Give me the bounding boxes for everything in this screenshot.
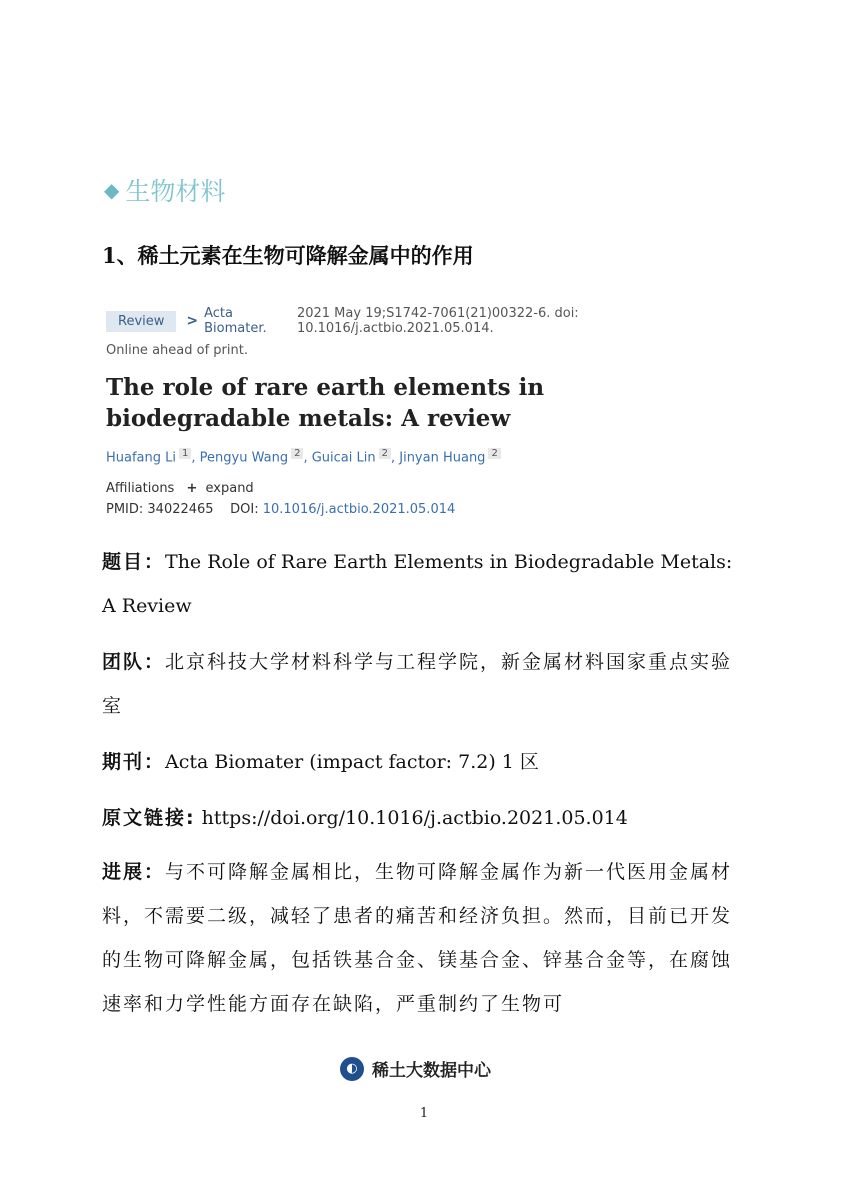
- journal-link[interactable]: Acta Biomater.: [204, 306, 267, 336]
- affiliation-ref[interactable]: 2: [488, 448, 500, 459]
- citation-text: 2021 May 19;S1742-7061(21)00322-6. doi: 10.1016/j.actbio.2021.05.014.: [296, 306, 579, 336]
- section-heading-text: 生物材料: [125, 177, 226, 206]
- author-link[interactable]: Guicai Lin: [311, 450, 376, 466]
- author-link[interactable]: Huafang Li: [106, 450, 177, 466]
- affiliations-label: Affiliations: [106, 481, 175, 497]
- affiliation-ref[interactable]: 1: [179, 448, 191, 459]
- diamond-icon: ◆: [104, 178, 120, 202]
- title-label: 题目：: [102, 551, 166, 573]
- author-link[interactable]: Jinyan Huang: [399, 450, 486, 466]
- team-label: 团队：: [102, 651, 166, 673]
- article-heading: 1、稀土元素在生物可降解金属中的作用: [102, 243, 474, 268]
- journal-value: Acta Biomater (impact factor: 7.2) 1 区: [165, 751, 539, 773]
- citation-row: [106, 306, 766, 336]
- progress-field: [102, 850, 752, 1026]
- title-value: The Role of Rare Earth Elements in Biodegradable Metals: A Review: [102, 551, 733, 617]
- logo-icon: ◐: [340, 1057, 364, 1081]
- expand-link[interactable]: expand: [205, 481, 254, 497]
- affiliation-ref[interactable]: 2: [291, 448, 303, 459]
- chevron-right-icon: >: [186, 313, 199, 329]
- progress-value: 与不可降解金属相比，生物可降解金属作为新一代医用金属材料，不需要二级，减轻了患者的痛苦和经济负担。然而，目前已开发的生物可降解金属，包括铁基合金、镁基合金、锌基合金等，在腐蚀速率和力学性能方面存在缺陷，严重制约了生物可: [102, 861, 733, 1015]
- link-value[interactable]: https://doi.org/10.1016/j.actbio.2021.05.014: [195, 807, 628, 829]
- affiliation-ref[interactable]: 2: [379, 448, 391, 459]
- team-value: 北京科技大学材料科学与工程学院，新金属材料国家重点实验室: [102, 651, 733, 717]
- journal-field: [102, 740, 752, 784]
- pubmed-title: The role of rare earth elements in biodegradable metals: A review: [106, 374, 545, 432]
- doi-link[interactable]: 10.1016/j.actbio.2021.05.014: [262, 502, 456, 518]
- pmid-text: PMID: 34022465: [106, 502, 214, 518]
- footer-logo-text: 稀土大数据中心: [372, 1061, 491, 1081]
- title-field: [102, 540, 752, 628]
- link-field: [102, 796, 752, 840]
- section-heading: [104, 172, 225, 208]
- plus-icon[interactable]: +: [186, 481, 198, 497]
- pubmed-screenshot: [106, 306, 766, 517]
- footer-logo: [340, 1056, 491, 1081]
- doi-label: DOI:: [230, 502, 259, 518]
- online-note: Online ahead of print.: [106, 343, 248, 358]
- review-badge: Review: [106, 311, 176, 332]
- pmid-row: [106, 502, 766, 517]
- page-number: 1: [419, 1106, 429, 1121]
- author-link[interactable]: Pengyu Wang: [199, 450, 289, 466]
- team-field: [102, 640, 752, 728]
- journal-label: 期刊：: [102, 751, 166, 773]
- link-label: 原文链接:: [102, 807, 196, 829]
- author-list: Huafang Li $^1$ , Pengyu Wang $^2$ , Guicai Lin $^2$ , Jinyan Huang $^2$: [106, 448, 766, 465]
- affiliations-row: [106, 481, 766, 496]
- progress-label: 进展：: [102, 861, 166, 883]
